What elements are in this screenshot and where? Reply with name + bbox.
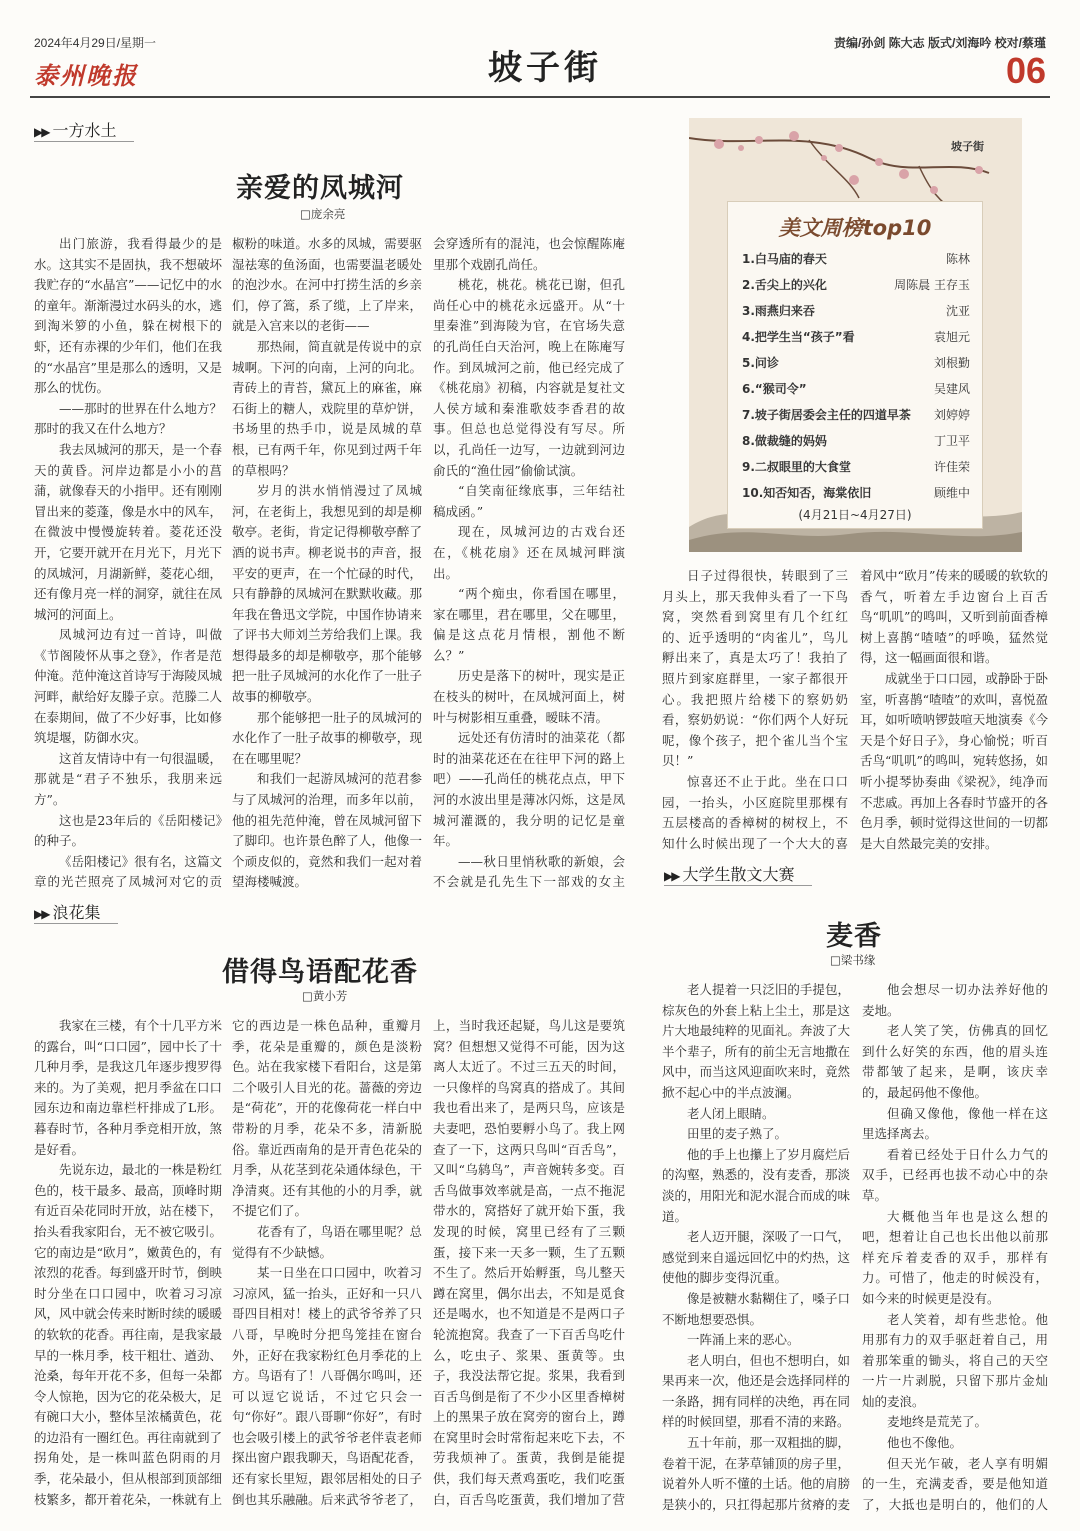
list-item: 7.坡子街居委会主任的四道早茶 刘婷婷 [742,408,970,422]
paragraph: 先说东边，最北的一株是粉红色的，枝干最多、最高，顶峰时期有近百朵花同时开放，站在楼下，抬头看我家阳台，无不被它吸引。它的南边是“欧月”，嫩黄色的，有浓烈的花香。每到盛开时节，倒映时分坐在口口园中，吹着习习凉风，风中就会传来时断时续的暖暖的软软的花香。再往南，是我家最早的一株月季，枝干粗壮、遒劲、沧桑，每年开花不多，但每一朵都令人惊艳，因为它的花朵极大，足有碗口大小，整体呈浓橘黄色，花的边沿有一圈红色。再往南就到了拐角处，是一株叫蓝色阴雨的月季，花朵最小，但从根部到顶部细枝繁多，都开着花朵，一株就有上 [34,1162,222,1507]
paragraph: 那热闹，简直就是传说中的京城啊。下河的向南，上河的向北。青砖上的青苔，黛瓦上的麻雀，麻石街上的糖人，戏院里的草炉饼，书场里的热手巾，说是凤城的草根，已有两千年，你见到过两千年的草根吗？ [232,338,422,478]
article-title: 亲爱的凤城河 [236,173,404,204]
paragraph: 老人笑着，却有些悲怆。他用那有力的双手驱赶着自己，用着那笨重的锄头，将自己的天空一片一片剥脱，只留下那片金灿灿的麦浪。 [862,1311,1048,1409]
column-label-essay-contest: ▶▶ 大学生散文大赛 [664,862,812,886]
list-item: 6.“猴司令” 吴建风 [742,382,970,396]
double-arrow-icon: ▶▶ [664,869,679,883]
paragraph: 但确又像他，像他一样在这里选择离去。 [862,1105,1048,1142]
paragraph [232,893,422,894]
paragraph: 老人明白，但也不想明白，如果再来一次，他还是会选择同样的一条路，拥有同样的决绝，再在同样的时候回望，那看不清的来路。 [662,1352,850,1430]
paragraph: 他的手上也攥上了岁月腐烂后的沟壑，熟悉的，没有麦香，那淡淡的，用阳光和泥水混合而成的味道。 [662,1146,850,1224]
newspaper-logo: 泰州晚报 [34,61,138,90]
paragraph: 老人笑了笑，仿佛真的回忆到什么好笑的东西，他的眉头连带都皱了起来，是啊，该庆幸的，最起码他不像他。 [862,1023,1048,1100]
paragraph: 一阵涌上来的恶心。 [687,1332,800,1348]
article3-column-2 [862,980,1048,1512]
paragraph: 那个能够把一肚子的凤城河的水化作了一肚子故事的柳敬亭，现在在哪里呢？ [232,709,422,766]
article-author: □庞余亮 [300,207,346,221]
article2-column-4 [662,566,848,854]
paragraph: 它的西边是一株色品种，重瓣月季，花朵是重瓣的，颜色是淡粉色。站在我家楼下看阳台，这是第二个吸引人目光的花。蔷薇的旁边是“荷花”，开的花像荷花一样白中带粉的月季，花朵不多，清新脱俗。靠近西南角的是开青色花朵的月季，从花茎到花朵通体绿色，干净清爽。还有其他的小的月季，就不提它们了。 [232,1018,422,1219]
paragraph: 看着已经处于日什么力气的双手，已经再也拔不动心中的杂草。 [862,1146,1048,1203]
paragraph: 这也是23年后的《岳阳楼记》的种子。 [34,812,222,849]
paragraph: 老人闭上眼睛。 [687,1105,775,1121]
paragraph: 老人提着一只泛旧的手提包，棕灰色的外套上粘上尘土，那是这片大地最纯粹的见面礼。奔波了大半个辈子，所有的前尘无言地撒在风中，而当这风迎面吹来时，竟然掀不起心中的半点波澜。 [662,982,850,1100]
paragraph: 日子过得很快，转眼到了三月头上，那天我伸头看了一下鸟窝，突然看到窝里有几个红红的、近乎透明的“肉雀儿”，鸟儿孵出来了，真是太巧了！我拍了照片到家庭群里，一家子都很开心。我把照片给楼下的察奶奶看，察奶奶说：“你们两个人好玩呢，像个孩子，把个雀儿当个宝贝！” [662,568,848,769]
list-item: 5.问诊 刘根勤 [742,356,970,370]
list-item: 4.把学生当“孩子”看 袁旭元 [742,330,970,344]
paragraph: 历史是落下的树叶，现实是正在枝头的树叶，在凤城河面上，树叶与树影相互重叠，暧昧不清。 [433,668,625,725]
paragraph: 桃花，桃花。桃花已谢，但孔尚任心中的桃花永远盛开。从“十里秦淮”到海陵为官，在官场失意的孔尚任白天治河，晚上在陈庵写作。到凤城河之前，他已经完成了《桃花扇》初稿，内容就是复社文人侯方域和秦淮歌妓李香君的故事。但总也总觉得没有写尽。所以，孔尚任一边写，一边就到河边俞氏的“渔仕园”偷偷试演。 [433,277,625,478]
paragraph: 着风中“欧月”传来的暖暖的软软的香气，听着左手边窗台上百舌鸟“叽叽”的鸣叫，又听到前面香樟树上喜鹊“喳喳”的呼唤，猛然觉得，这一幅画面很和谐。 [860,568,1048,666]
article-author: □黄小芳 [302,989,348,1003]
paragraph: 凤城河边有过一首诗，叫做《节阁陵怀从事之登》，作者是范仲淹。范仲淹这首诗写于海陵凤城河畔，献给好友滕子京。范滕二人在泰期间，做了不少好事，比如修筑堤堰，防御水灾。 [34,627,222,746]
paragraph: 《岳阳楼记》很有名，这篇文章的光芒照亮了凤城河对它的贡 [34,853,222,890]
article2-column-1 [34,1016,222,1512]
paragraph: 成就坐于口口园，或静卧于卧室，听喜鹊“喳喳”的欢叫，喜悦盈耳，如听喷呐锣鼓喧天地演奏《今天是个好日子》，身心愉悦；听百舌鸟“叽叽”的鸣叫，宛转悠扬，如听小提琴协奏曲《梁祝》，纯净而不悲戚。再加上各春时节盛开的各色月季，顿时觉得这世间的一切都是大自然最完美的安排。 [860,670,1048,851]
article3-column-1 [662,980,850,1512]
editor-credits: 责编/孙剑 陈大志 版式/刘海吟 校对/蔡瑾 [833,36,1046,50]
issue-date: 2024年4月29日/星期一 [34,36,157,50]
article1-column-2 [232,234,422,894]
list-item: 3.雨燕归来吞 沈亚 [742,304,970,318]
column-label-langhuaji: ▶▶ 浪花集 [34,900,118,924]
paragraph: 现在，凤城河边的古戏台还在，《桃花扇》还在凤城河畔演出。 [433,524,625,581]
article2-column-3 [433,1016,625,1512]
ranking-period: (4月21日~4月27日) [798,508,912,522]
paragraph: 他也不像他。 [887,1435,963,1451]
paragraph: 田里的麦子熟了。 [687,1126,788,1142]
paragraph: 但天光乍破，老人享有明媚的一生，充满麦香，要是他知道了，大抵也是明白的，他们的人 [862,1455,1048,1512]
page-number: 06 [1005,50,1046,91]
paragraph: 惊喜还不止于此。坐在口口园，一抬头，小区庭院里那棵有五层楼高的香樟树的树杈上，不知什么时候出现了一个大大的喜 [662,773,848,851]
article1-column-3 [433,234,625,894]
paragraph: 花香有了，鸟语在哪里呢？总觉得有不少缺憾。 [232,1223,422,1260]
double-arrow-icon: ▶▶ [34,125,49,139]
paragraph: 老人迈开腿，深吸了一口气，感觉到来自遥远回忆中的灼热，这使他的脚步变得沉重。 [662,1229,850,1286]
weekly-top10-box [689,118,1022,552]
article2-column-5 [860,566,1048,854]
top10-title: 美文周榜top10 [778,216,932,240]
header-divider [30,96,1050,98]
list-item: 9.二叔眼里的大食堂 许佳荣 [742,460,970,474]
list-item: 1.白马庙的春天 陈林 [742,252,970,266]
list-item: 10.知否知否，海棠依旧 顾维中 [742,486,970,500]
article1-column-1 [34,234,222,894]
paragraph: 出门旅游，我看得最少的是水。这其实不是固执，我不想破坏我贮存的“水晶宫”——记忆中的水的童年。渐渐漫过水码头的水，逃到淘米箩的小鱼，躲在树根下的虾，还有赤裸的少年们，他们在我的“水晶宫”里是那么的透明，又是那么的忧伤。 [34,236,222,396]
paragraph: 这首友情诗中有一句很温暖，那就是“君子不独乐，我朋来远方”。 [34,750,222,808]
paragraph: 我去凤城河的那天，是一个春天的黄昏。河岸边都是小小的菖蒲，就像春天的小指甲。还有刚刚冒出来的菱蓬，像是水中的风车，在微波中慢慢旋转着。菱花还没开，它要开就开在月光下，月光下的凤城河，月湖新鲜，菱花心细，还有像月亮一样的洞穿，就往在凤城河的河面上。 [34,441,222,622]
paragraph: 岁月的洪水悄悄漫过了凤城河，在老街上，我想见到的却是柳敬亭。老街，肯定记得柳敬亭醉了酒的说书声。柳老说书的声音，报平安的更声，在一个忙碌的时代，只有静静的凤城河在默默收藏。那年我在鲁迅文学院，中国作协请来了评书大师刘兰芳给我们上课。我想得最多的却是柳敬亭，那个能够把一肚子凤城河的水化作了一肚子故事的柳敬亭。 [232,483,422,705]
paragraph: 我家在三楼，有个十几平方米的露台，叫“口口园”，园中长了十几种月季，是我这几年逐步搜罗得来的。为了美观，把月季盆在口口园东边和南边靠栏杆排成了L形。暮春时节，各种月季竞相开放，煞是好看。 [34,1018,222,1157]
paragraph: 椒粉的味道。水多的凤城，需要驱湿祛寒的鱼汤面，也需要温老暖处的泡沙水。在河中打捞生活的乡亲们，停了篙，系了缆，上了岸来，就是入宫来以的老街—— [232,236,422,334]
paragraph: 他会想尽一切办法养好他的麦地。 [862,982,1048,1018]
paragraph: ——秋日里悄秋歌的新娘，会不会就是孔先生下一部戏的女主 [433,853,625,890]
list-item: 2.舌尖上的兴化 周陈晨 王存玉 [742,278,970,292]
paragraph: 上，当时我还起疑，鸟儿这是要筑窝？但想想又觉得不可能，因为这离人太近了。不过三五天的时间，一只像样的鸟窝真的搭成了。其间我也看出来了，是两只鸟，应该是夫妻吧，恐怕要孵小鸟了。我上网查了一下，这两只鸟叫“百舌鸟”，又叫“乌鸫鸟”，声音婉转多变。百舌鸟做事效率就是高，一点不拖泥带水的，窝搭好了就开始下蛋，我发现的时候，窝里已经有了三颗蛋，接下来一天多一颗，生了五颗不生了。然后开始孵蛋，鸟儿整天蹲在窝里，偶尔出去，不知是觅食还是喝水，也不知道是不是两口子轮流抱窝。我查了一下百舌鸟吃什么，吃虫子、浆果、蛋黄等。虫子，我没法帮它捉。浆果，我看到百舌鸟倒是衔了不少小区里香樟树上的黑果子放在窝旁的窗台上，蹲在窝里时会时常衔起来吃下去，不劳我烦神了。蛋黄，我倒是能提供，我们每天煮鸡蛋吃，我们吃蛋白，百舌鸟吃蛋黄，我们增加了营 [433,1018,625,1507]
paragraph: ——那时的世界在什么地方？那时的我又在什么地方？ [34,400,222,437]
section-title: 坡子街 [488,48,602,88]
paragraph: “自笑南征缘底事，三年结社稿成函。” [433,483,625,519]
double-arrow-icon: ▶▶ [34,907,49,921]
paragraph: 会穿透所有的混沌，也会惊醒陈庵里那个戏剧孔尚任。 [433,236,625,272]
paragraph: 麦地终是荒芜了。 [887,1414,988,1430]
article-title: 借得鸟语配花香 [222,957,418,988]
paragraph: “两个痴虫，你看国在哪里，家在哪里，君在哪里，父在哪里，偏是这点花月情根，割他不断么？” [433,586,625,663]
brand-stamp: 坡子街 [951,140,984,153]
article-author: □梁书缘 [830,953,876,967]
paragraph: 五十年前，那一双粗拙的脚，卷着干泥，在茅草铺顶的房子里，说着外人听不懂的土话。他的肩膀是狭小的，只扛得起那片贫瘠的麦 [662,1435,850,1512]
paragraph: 大概他当年也是这么想的吧，想着让自己也长出他以前那样充斥着麦香的双手，那样有力。可惜了，他走的时候没有，如今来的时候更是没有。 [862,1208,1048,1306]
paragraph: 远处还有仿清时的油菜花（都时的油菜花还在在往甲下河的路上吧）——孔尚任的桃花点点，甲下河的水波出里是薄冰闪烁，这是凤城河灌溉的，我分明的记忆是童年。 [433,730,625,849]
paragraph: 和我们一起游凤城河的范君参与了凤城河的治理，而多年以前，他的祖先范仲淹，曾在凤城河留下了脚印。也许景色醉了人，他像一个顽皮似的，竟然和我们一起对着望海楼喊渡。 [232,771,422,890]
paragraph: 某一日坐在口口园中，吹着习习凉风，猛一抬头，正好和一只八哥四目相对！楼上的武爷爷养了只八哥，早晚时分把鸟笼挂在窗台外，正好在我家粉红色月季花的上方。鸟语有了！八哥偶尔鸣叫，还可以逗它说话，不过它只会一句“你好”。跟八哥聊“你好”，有时也会吸引楼上的武爷爷老伴袁老师探出窗户跟我聊天，鸟语配花香，还有家长里短，跟邻居相处的日子倒也其乐融融。后来武爷爷老了， [232,1265,422,1507]
list-item: 8.做裁缝的妈妈 丁卫平 [742,434,970,448]
article-title: 麦香 [826,921,882,952]
column-label-yifangshuitu: ▶▶ 一方水土 [34,118,134,142]
article2-column-2 [232,1016,422,1512]
paragraph: 像是被糖水黏糊住了，嗓子口不断地想要恐惧。 [662,1290,850,1327]
top10-panel [727,201,983,529]
